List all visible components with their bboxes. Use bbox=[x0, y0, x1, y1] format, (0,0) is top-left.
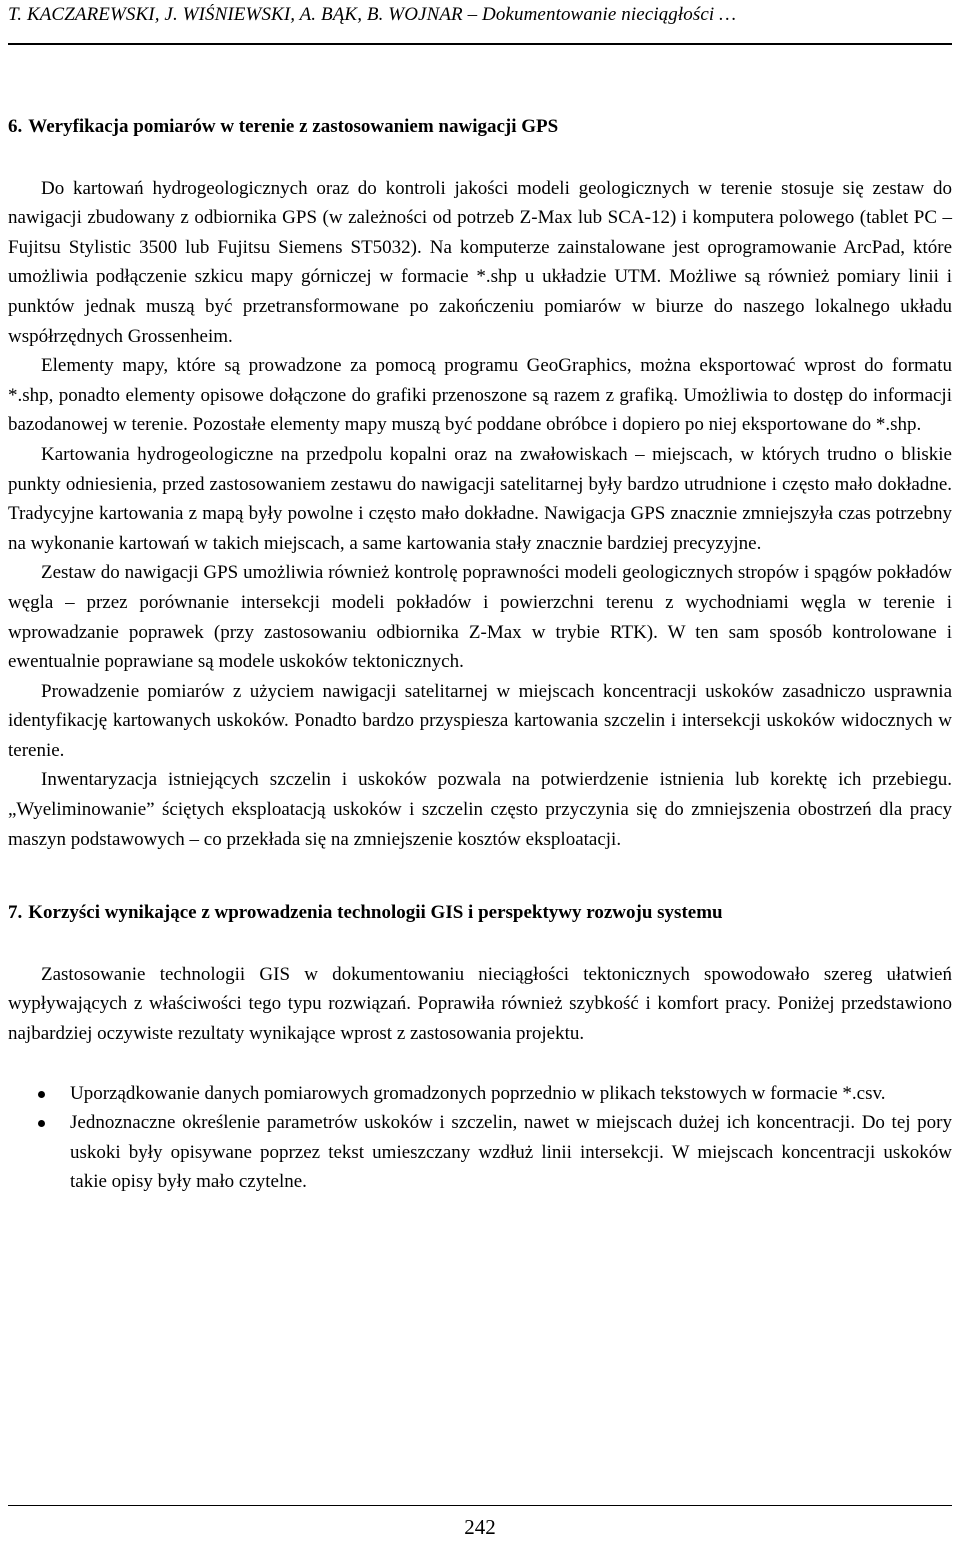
section-title: Weryfikacja pomiarów w terenie z zastosowaniem nawigacji GPS bbox=[28, 116, 559, 137]
paragraph: Prowadzenie pomiarów z użyciem nawigacji satelitarnej w miejscach koncentracji uskoków zasadniczo usprawnia identyfikację kartowanych uskoków. Ponadto bardzo przyspiesza kartowania szczelin i intersekcji uskoków widocznych w terenie. bbox=[8, 680, 952, 761]
page-body bbox=[8, 112, 952, 1197]
section-heading-6 bbox=[8, 112, 952, 142]
page-number: 242 bbox=[464, 1515, 496, 1539]
section-number: 6. bbox=[8, 116, 23, 137]
bullet-icon bbox=[38, 1120, 45, 1127]
list-item-text: Jednoznaczne określenie parametrów uskoków i szczelin, nawet w miejscach dużej ich koncentracji. Do tej pory uskoki były opisywane poprzez tekst umieszczany wzdłuż linii intersekcji. W miejscach koncentracji uskoków takie opisy były mało czytelne. bbox=[70, 1112, 952, 1193]
bullet-list bbox=[8, 1079, 952, 1197]
paragraph: Do kartowań hydrogeologicznych oraz do kontroli jakości modeli geologicznych w terenie stosuje się zestaw do nawigacji zbudowany z odbiornika GPS (w zależności od potrzeb Z-Max lub SCA-12) i komputera polowego (tablet PC – Fujitsu Stylistic 3500 lub Fujitsu Siemens ST5032). Na komputerze zainstalowane jest oprogramowanie ArcPad, które umożliwia podłączenie szkicu mapy górniczej w formacie *.shp u układzie UTM. Możliwe są również pomiary linii i punktów jednak muszą być przetransformowane po zakończeniu pomiarów w biurze do naszego lokalnego układu współrzędnych Grossenheim. bbox=[8, 177, 952, 347]
paragraph: Zastosowanie technologii GIS w dokumentowaniu nieciągłości tektonicznych spowodowało szereg ułatwień wypływających z właściwości tego typu rozwiązań. Poprawiła również szybkość i komfort pracy. Poniżej przedstawiono najbardziej oczywiste rezultaty wynikające wprost z zastosowania projektu. bbox=[8, 963, 952, 1045]
list-item-text: Uporządkowanie danych pomiarowych gromadzonych poprzednio w plikach tekstowych w formacie *.csv. bbox=[70, 1082, 886, 1104]
header-rule bbox=[8, 43, 952, 45]
paragraph: Zestaw do nawigacji GPS umożliwia również kontrolę poprawności modeli geologicznych stropów i spągów pokładów węgla – przez porównanie intersekcji modeli pokładów i powierzchni terenu z wychodniami węgla w terenie i wprowadzanie poprawek (przy zastosowaniu odbiornika Z-Max w trybie RTK). W ten sam sposób kontrolowane i ewentualnie poprawiane są modele uskoków tektonicznych. bbox=[8, 562, 952, 673]
paragraph: Elementy mapy, które są prowadzone za pomocą programu GeoGraphics, można eksportować wprost do formatu *.shp, ponadto elementy opisowe dołączone do grafiki przenoszone są razem z grafiką. Umożliwia to dostęp do informacji bazodanowej w terenie. Pozostałe elementy mapy muszą być poddane obróbce i dopiero po niej eksportowane do *.shp. bbox=[8, 355, 952, 436]
running-header: T. KACZAREWSKI, J. WIŚNIEWSKI, A. BĄK, B. WOJNAR – Dokumentowanie nieciągłości … bbox=[8, 4, 737, 25]
list-item bbox=[8, 1079, 952, 1109]
paragraph: Kartowania hydrogeologiczne na przedpolu kopalni oraz na zwałowiskach – miejscach, w których trudno o bliskie punkty odniesienia, przed zastosowaniem zestawu do nawigacji satelitarnej były bardzo utrudnione i często mało dokładne. Tradycyjne kartowania z mapą były powolne i często mało dokładne. Nawigacja GPS znacznie zmniejszyła czas potrzebny na wykonanie kartowań w takich miejscach, a same kartowania stały znacznie bardziej precyzyjne. bbox=[8, 443, 952, 554]
footer-rule bbox=[8, 1505, 952, 1506]
paragraph: Inwentaryzacja istniejących szczelin i uskoków pozwala na potwierdzenie istnienia lub korektę ich przebiegu. „Wyeliminowanie” ściętych eksploatacją uskoków i szczelin często przyczynia się do zmniejszenia obostrzeń dla pracy maszyn podstawowych – co przekłada się na zmniejszenie kosztów eksploatacji. bbox=[8, 769, 952, 850]
section-title: Korzyści wynikające z wprowadzenia technologii GIS i perspektywy rozwoju systemu bbox=[28, 902, 723, 924]
list-item bbox=[8, 1108, 952, 1197]
bullet-icon bbox=[38, 1091, 45, 1098]
section-number: 7. bbox=[8, 902, 23, 924]
section-heading-7 bbox=[8, 898, 952, 928]
